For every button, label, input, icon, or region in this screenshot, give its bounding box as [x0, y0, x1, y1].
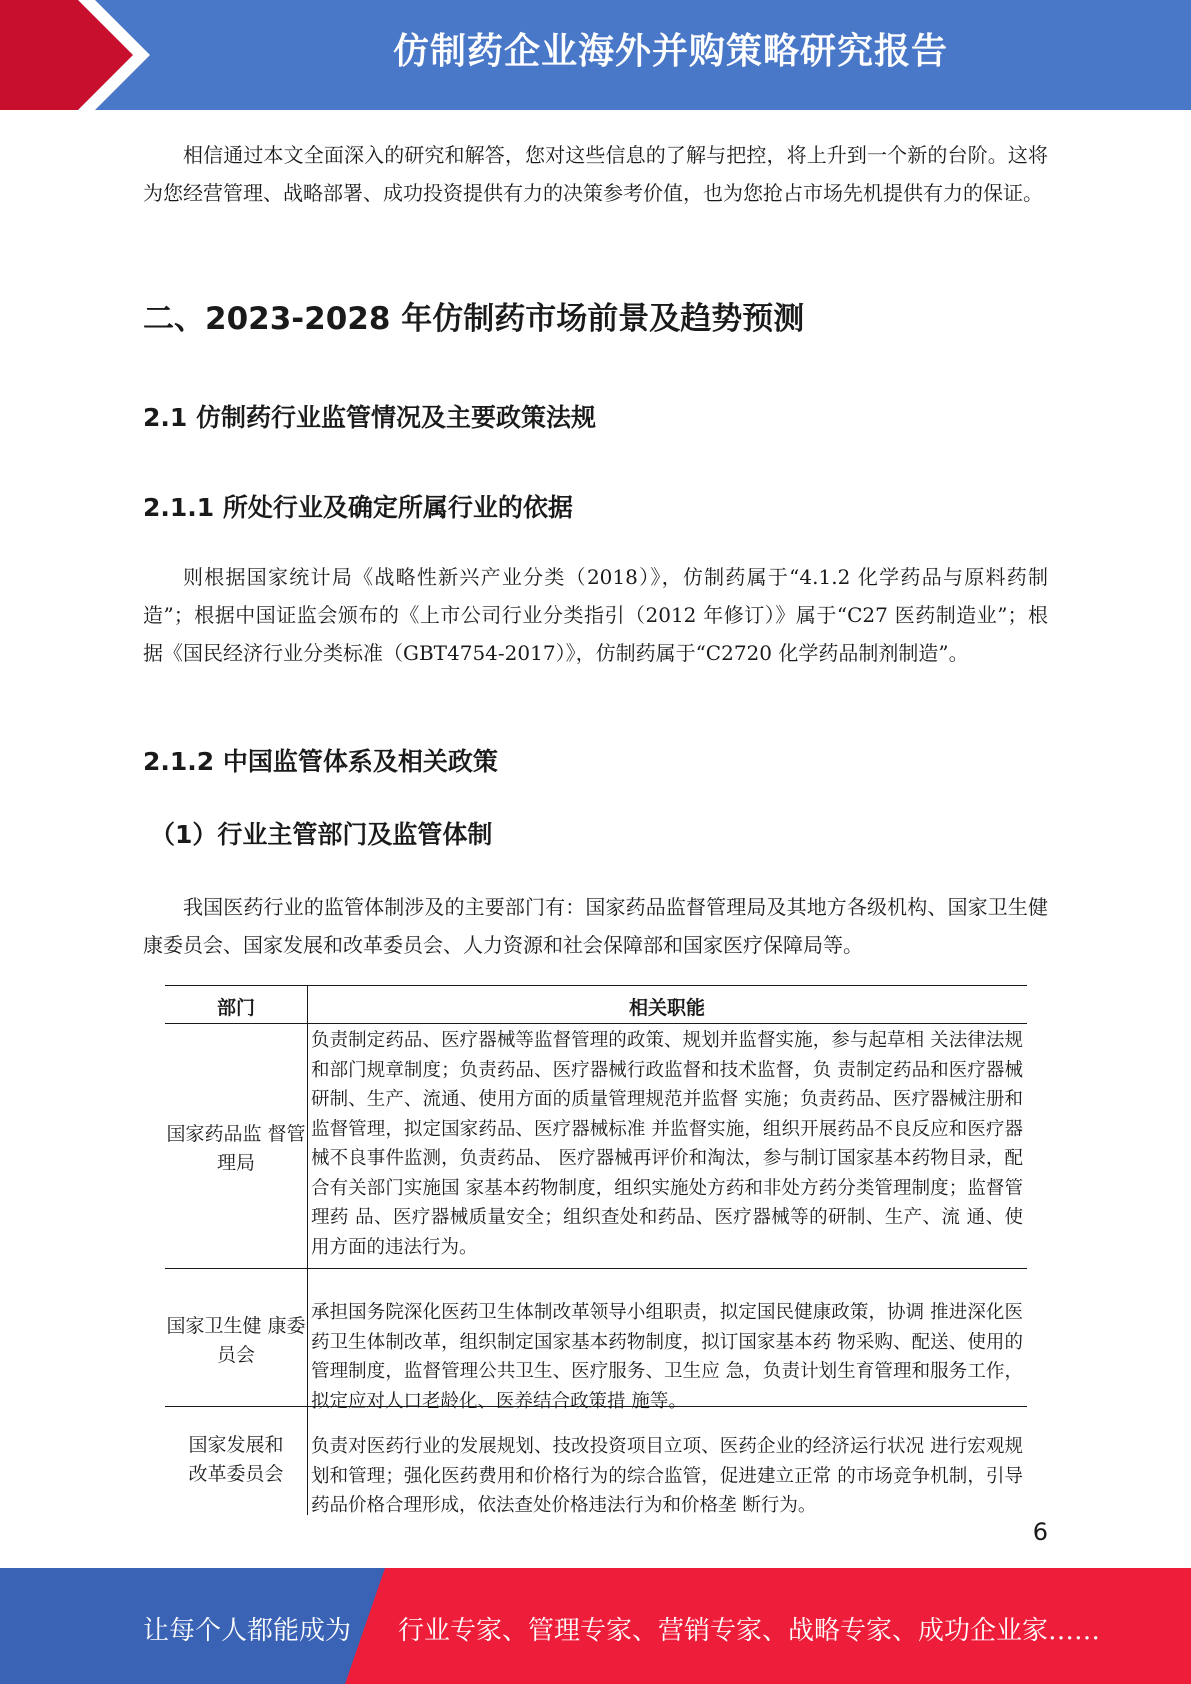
intro-paragraph: 相信通过本文全面深入的研究和解答，您对这些信息的了解与把控，将上升到一个新的台阶。这将为您经营管理、战略部署、成功投资提供有力的决策参考价值，也为您抢占市场先机提供有力的保证。: [143, 143, 1048, 205]
subsection-1-title: （1）行业主管部门及监管体制: [150, 820, 493, 849]
page-footer: [0, 1568, 1191, 1684]
subsection-1-paragraph: 我国医药行业的监管体制涉及的主要部门有：国家药品监督管理局及其地方各级机构、国家卫生健康委员会、国家发展和改革委员会、人力资源和社会保障部和国家医疗保障局等。: [143, 895, 1048, 957]
table-row-duty: 负责制定药品、医疗器械等监督管理的政策、规划并监督实施，参与起草相 关法律法规和部门规章制度；负责药品、医疗器械行政监督和技术监督，负 责制定药品和医疗器械研制、生产、流通、使用方面的质量管理规范并监督 实施；负责药品、医疗器械注册和监督管理，拟定国家药品、医疗器械标准 并监督实施，组织开展药品不良反应和医疗器械不良事件监测，负责药品、 医疗器械再评价和淘汰，参与制订国家基本药物目录，配合有关部门实施国 家基本药物制度，组织实施处方药和非处方药分类管理制度；监督管理药 品、医疗器械质量安全；组织查处和药品、医疗器械等的研制、生产、流 通、使用方面的违法行为。: [311, 1030, 1023, 1258]
page-header: [0, 0, 1191, 110]
table-row-dept: 国家发展和改革委员会: [188, 1434, 284, 1485]
table-row-rule: [165, 1406, 1027, 1407]
section-2-title: 二、2023-2028 年仿制药市场前景及趋势预测: [143, 301, 805, 337]
table-header-duty: 相关职能: [628, 997, 705, 1019]
section-2-1-1-title: 2.1.1 所处行业及确定所属行业的依据: [143, 493, 573, 522]
table-row-dept: 国家卫生健 康委员会: [166, 1315, 306, 1366]
page-number: 6: [1032, 1518, 1048, 1546]
footer-slogan-right: 行业专家、管理专家、营销专家、战略专家、成功企业家……: [398, 1616, 1101, 1646]
footer-slogan-left: 让每个人都能成为: [143, 1616, 352, 1646]
table-row-duty: 负责对医药行业的发展规划、技改投资项目立项、医药企业的经济运行状况 进行宏观规划和管理；强化医药费用和价格行为的综合监管，促进建立正常 的市场竞争机制，引导药品价格合理形成，依法查处价格违法行为和价格垄 断行为。: [311, 1436, 1023, 1516]
report-title: 仿制药企业海外并购策略研究报告: [392, 31, 948, 72]
section-2-1-title: 2.1 仿制药行业监管情况及主要政策法规: [143, 403, 596, 432]
table-row-rule: [165, 1268, 1027, 1269]
table-top-rule: [165, 985, 1027, 986]
table-column-divider: [307, 985, 308, 1515]
table-header-dept: 部门: [216, 997, 255, 1019]
section-2-1-2-title: 2.1.2 中国监管体系及相关政策: [143, 747, 498, 776]
header-chevron-decoration: [0, 0, 150, 110]
table-header-rule: [165, 1023, 1027, 1024]
table-row-dept: 国家药品监 督管理局: [166, 1123, 306, 1174]
table-row-duty: 承担国务院深化医药卫生体制改革领导小组职责，拟定国民健康政策，协调 推进深化医药卫生体制改革，组织制定国家基本药物制度，拟订国家基本药 物采购、配送、使用的管理制度，监督管理公共卫生、医疗服务、卫生应 急，负责计划生育管理和服务工作，拟定应对人口老龄化、医养结合政策措 施等。: [311, 1302, 1023, 1412]
section-2-1-1-paragraph: 则根据国家统计局《战略性新兴产业分类（2018）》，仿制药属于“4.1.2 化学药品与原料药制造”；根据中国证监会颁布的《上市公司行业分类指引（2012 年修订）》属于“C27 医药制造业”；根据《国民经济行业分类标准（GBT4754-2017）》，仿制药属于“C2720 化学药品制剂制造”。: [143, 565, 1048, 665]
